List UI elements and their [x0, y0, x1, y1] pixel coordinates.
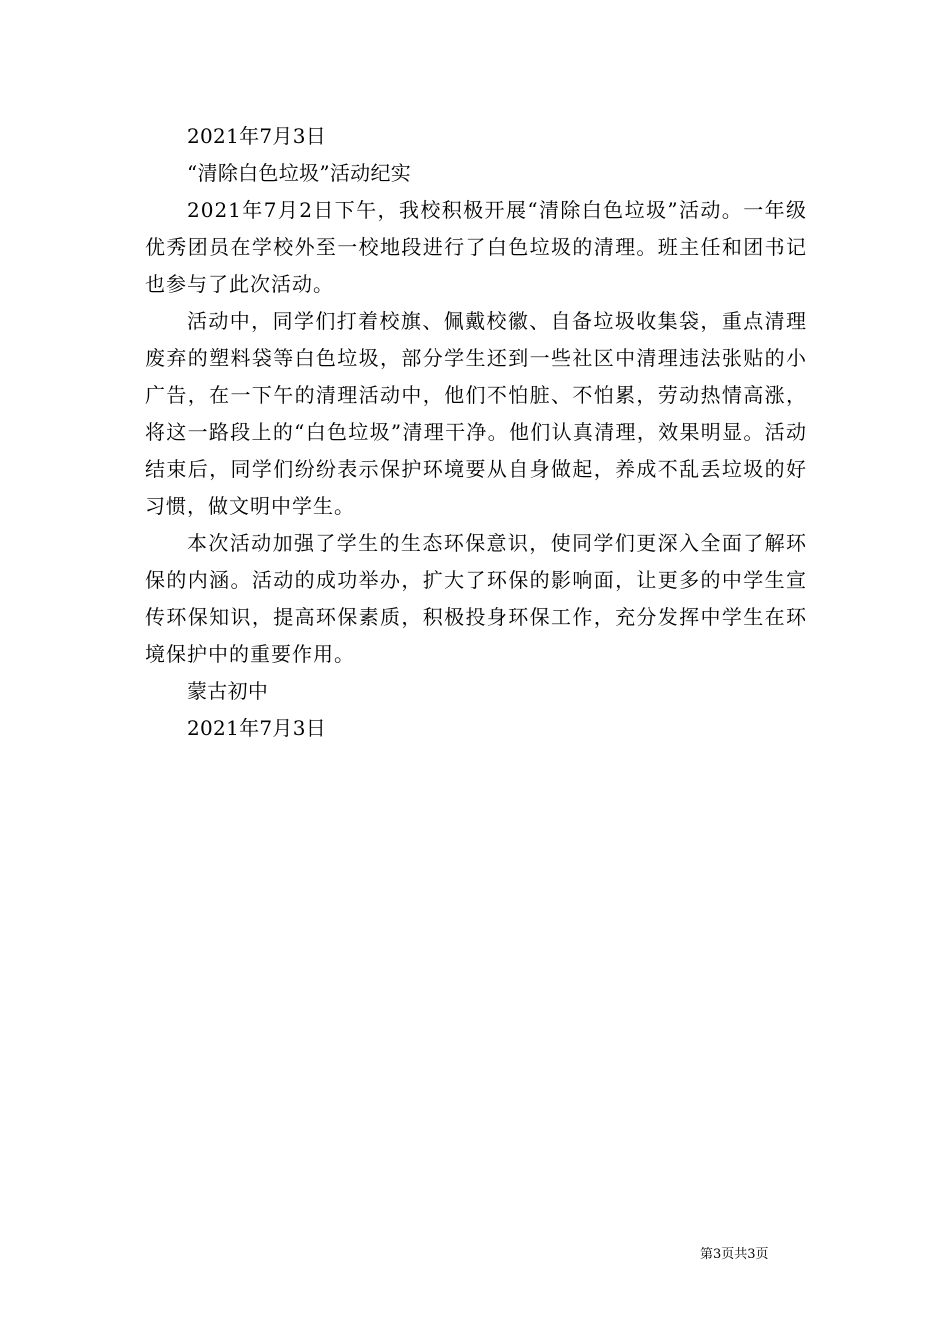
paragraph-2: 活动中，同学们打着校旗、佩戴校徽、自备垃圾收集袋，重点清理废弃的塑料袋等白色垃圾，部分学生还到一些社区中清理违法张贴的小广告，在一下午的清理活动中，他们不怕脏、不怕累，劳动热情高涨，将这一路段上的“白色垃圾”清理干净。他们认真清理，效果明显。活动结束后，同学们纷纷表示保护环境要从自身做起，养成不乱丢垃圾的好习惯，做文明中学生。	[145, 309, 807, 518]
document-title: “清除白色垃圾”活动纪实	[187, 161, 412, 185]
paragraph-3: 本次活动加强了学生的生态环保意识，使同学们更深入全面了解环保的内涵。活动的成功举办，扩大了环保的影响面，让更多的中学生宣传环保知识，提高环保素质，积极投身环保工作，充分发挥中学生在环境保护中的重要作用。	[145, 531, 807, 666]
page-number: 第3页共3页	[700, 1247, 769, 1262]
bottom-date: 2021年7月3日	[187, 716, 327, 740]
document-body	[145, 118, 807, 747]
signature: 蒙古初中	[187, 679, 269, 703]
top-date: 2021年7月3日	[187, 124, 327, 148]
paragraph-1: 2021年7月2日下午，我校积极开展“清除白色垃圾”活动。一年级优秀团员在学校外至一校地段进行了白色垃圾的清理。班主任和团书记也参与了此次活动。	[145, 198, 807, 296]
